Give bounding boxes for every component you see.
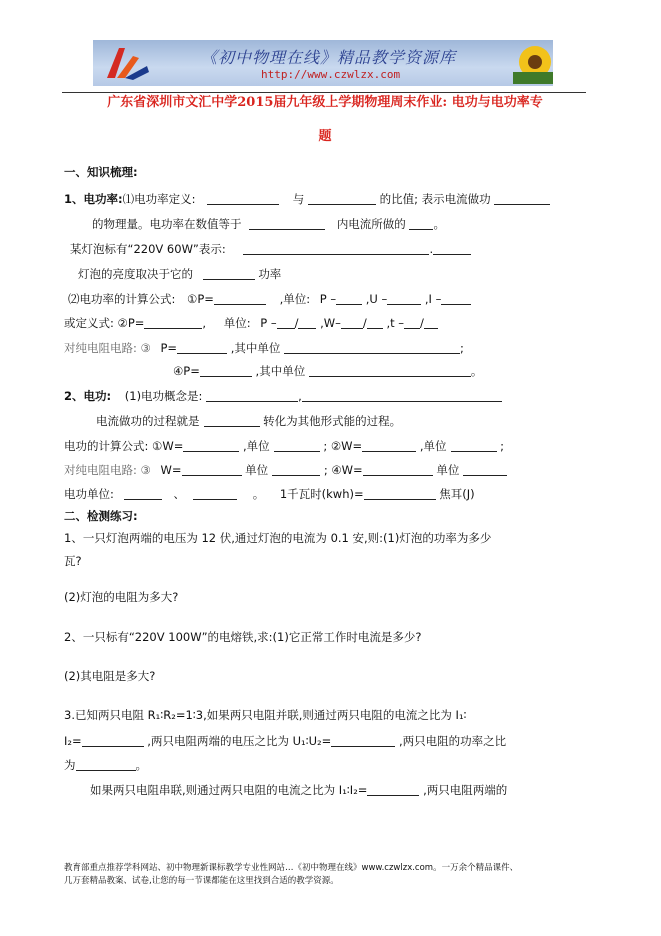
site-logo-icon	[103, 44, 151, 82]
question-3-line: I₂= ,两只电阻两端的电压之比为 U₁∶U₂= ,两只电阻的功率之比	[64, 734, 507, 748]
banner-title: 《初中物理在线》精品教学资源库	[201, 48, 457, 67]
question-2-sub: (2)其电阻是多大?	[64, 669, 156, 683]
text-line: 电流做功的过程就是 转化为其他形式能的过程。	[96, 414, 402, 428]
text-line: 的物理量。电功率在数值等于 内电流所做的 。	[92, 217, 445, 231]
text-line: 某灯泡标有“220V 60W”表示: .	[70, 241, 471, 257]
text-line: ④P= ,其中单位 。	[173, 364, 483, 378]
text-line: 1、电功率:⑴电功率定义: 与 的比值; 表示电流做功	[64, 191, 550, 207]
question-2: 2、一只标有“220V 100W”的电熔铁,求:(1)它正常工作时电流是多少?	[64, 630, 422, 644]
question-3-line: 为 。	[64, 758, 147, 772]
section-heading: 一、知识梳理:	[64, 165, 138, 179]
page-title: 广东省深圳市文汇中学2015届九年级上学期物理周末作业: 电功与电功率专 题	[107, 95, 543, 144]
text-line: 电功单位: 、 。 1千瓦时(kwh)= 焦耳(J)	[64, 487, 475, 501]
text-line: 灯泡的亮度取决于它的 功率	[78, 267, 282, 281]
question-3: 3.已知两只电阻 R₁∶R₂=1∶3,如果两只电阻并联,则通过两只电阻的电流之比为 I₁∶	[64, 708, 467, 722]
text-line: 或定义式: ②P= , 单位: P – / ,W– / ,t – /	[64, 315, 438, 331]
page-footer: 教育部重点推荐学科网站、初中物理新课标教学专业性网站…《初中物理在线》www.czwlzx.com。一万余个精品课件、 几万套精品教案、试卷,让您的每一节课都能在这里找到合适的教学资源。	[64, 863, 519, 886]
question-1: 1、一只灯泡两端的电压为 12 伏,通过灯泡的电流为 0.1 安,则:(1)灯泡的功率为多少	[64, 531, 492, 545]
text-line: ⑵电功率的计算公式: ①P= ,单位: P – ,U – ,I –	[68, 291, 471, 307]
banner-url[interactable]: http://www.czwlzx.com	[261, 68, 401, 81]
text-line: 电功的计算公式: ①W= ,单位 ; ②W= ,单位 ;	[64, 439, 505, 453]
header-banner	[93, 40, 553, 86]
sunflower-icon	[513, 42, 553, 84]
question-3-line: 如果两只电阻串联,则通过两只电阻的电流之比为 I₁∶I₂= ,两只电阻两端的	[90, 783, 508, 797]
text-line: 对纯电阻电路: ③ W= 单位 ; ④W= 单位	[64, 462, 507, 478]
text-line: 对纯电阻电路: ③ P= ,其中单位 ;	[64, 341, 464, 355]
question-1-cont: 瓦?	[64, 554, 82, 568]
question-1-sub: (2)灯泡的电阻为多大?	[64, 590, 179, 604]
text-line: 2、电功: (1)电功概念是: ,	[64, 388, 502, 404]
section-heading: 二、检测练习:	[64, 509, 138, 523]
